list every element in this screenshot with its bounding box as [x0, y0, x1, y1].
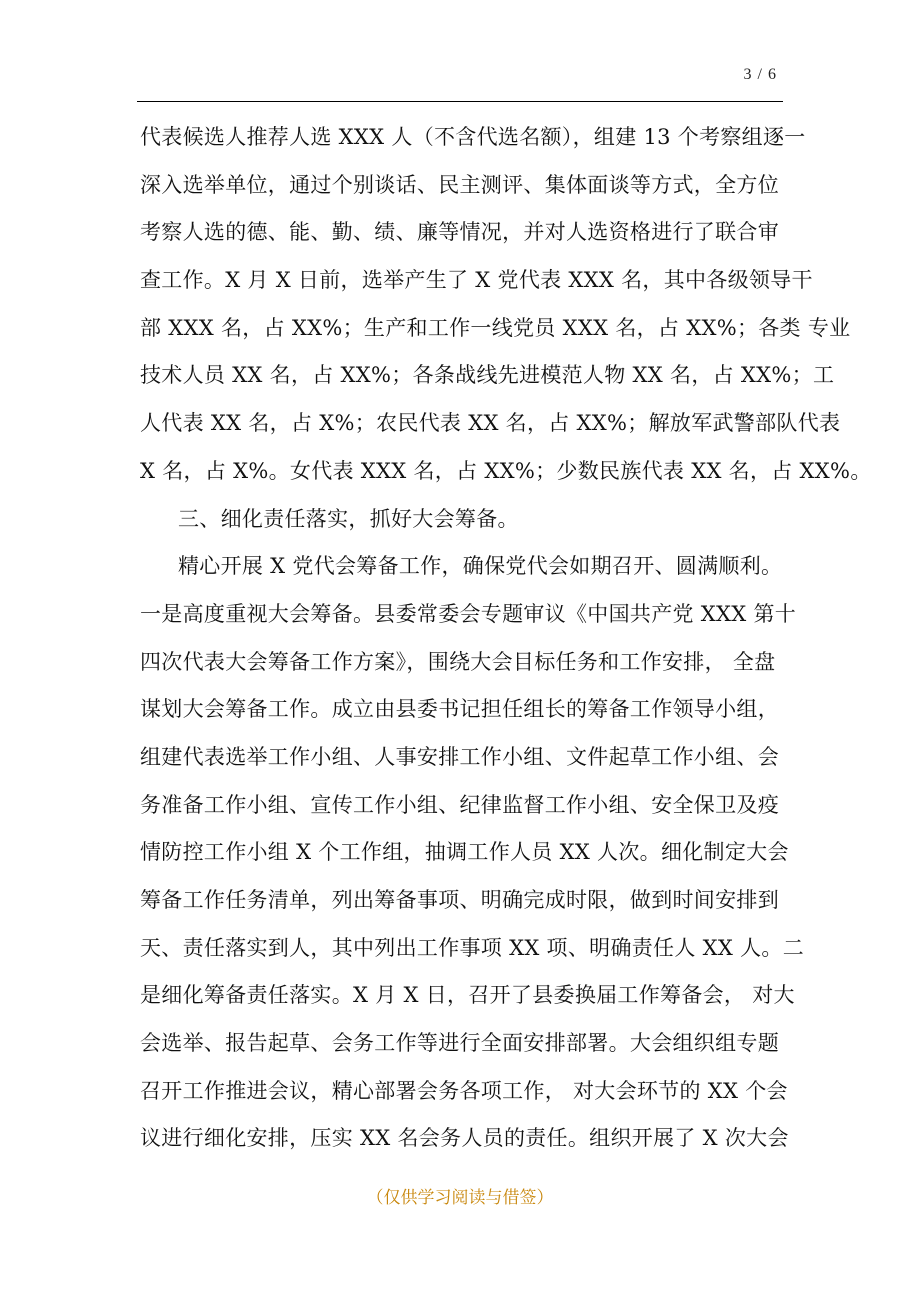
- body-line-6: 技术人员 XX 名，占 XX%；各条战线先进模范人物 XX 名，占 XX%；工: [140, 363, 835, 388]
- body-line-19: 是细化筹备责任落实。X 月 X 日，召开了县委换届工作筹备会， 对大: [140, 983, 795, 1008]
- document-body: [140, 114, 872, 1163]
- body-line-8: X 名，占 X%。女代表 XXX 名，占 XX%；少数民族代表 XX 名，占 XX%。: [140, 458, 872, 483]
- page-number: 3 / 6: [743, 66, 777, 83]
- body-line-5: 部 XXX 名，占 XX%；生产和工作一线党员 XXX 名，占 XX%；各类 专业: [140, 315, 851, 340]
- body-line-11: 一是高度重视大会筹备。县委常委会专题审议《中国共产党 XXX 第十: [140, 601, 797, 626]
- body-line-22: 议进行细化安排，压实 XX 名会务人员的责任。组织开展了 X 次大会: [140, 1126, 789, 1151]
- body-line-21: 召开工作推进会议，精心部署会务各项工作， 对大会环节的 XX 个会: [140, 1078, 788, 1103]
- body-line-15: 务准备工作小组、宣传工作小组、纪律监督工作小组、安全保卫及疫: [140, 792, 779, 817]
- body-line-12: 四次代表大会筹备工作方案》，围绕大会目标任务和工作安排， 全盘: [140, 649, 776, 674]
- body-line-10: 精心开展 X 党代会筹备工作，确保党代会如期召开、圆满顺利。: [178, 554, 783, 579]
- body-line-18: 天、责任落实到人，其中列出工作事项 XX 项、明确责任人 XX 人。二: [140, 935, 804, 960]
- header-divider: [137, 101, 783, 102]
- body-line-20: 会选举、报告起草、会务工作等进行全面安排部署。大会组织组专题: [140, 1031, 779, 1056]
- body-line-2: 深入选举单位，通过个别谈话、民主测评、集体面谈等方式，全方位: [140, 172, 779, 197]
- footer-disclaimer: （仅供学习阅读与借签）: [366, 1188, 554, 1208]
- body-line-1: 代表候选人推荐人选 XXX 人（不含代选名额），组建 13 个考察组逐一: [140, 125, 806, 149]
- body-line-3: 考察人选的德、能、勤、绩、廉等情况，并对人选资格进行了联合审: [140, 220, 779, 245]
- body-line-13: 谋划大会筹备工作。成立由县委书记担任组长的筹备工作领导小组，: [140, 697, 779, 722]
- body-line-14: 组建代表选举工作小组、人事安排工作小组、文件起草工作小组、会: [140, 744, 779, 769]
- body-line-4: 查工作。X 月 X 日前，选举产生了 X 党代表 XXX 名，其中各级领导干: [140, 268, 813, 293]
- body-line-17: 筹备工作任务清单，列出筹备事项、明确完成时限，做到时间安排到: [140, 888, 779, 912]
- body-line-16: 情防控工作小组 X 个工作组，抽调工作人员 XX 人次。细化制定大会: [140, 840, 789, 865]
- section-heading: 三、细化责任落实，抓好大会筹备。: [178, 506, 519, 531]
- body-line-7: 人代表 XX 名，占 X%；农民代表 XX 名，占 XX%；解放军武警部队代表: [140, 411, 841, 436]
